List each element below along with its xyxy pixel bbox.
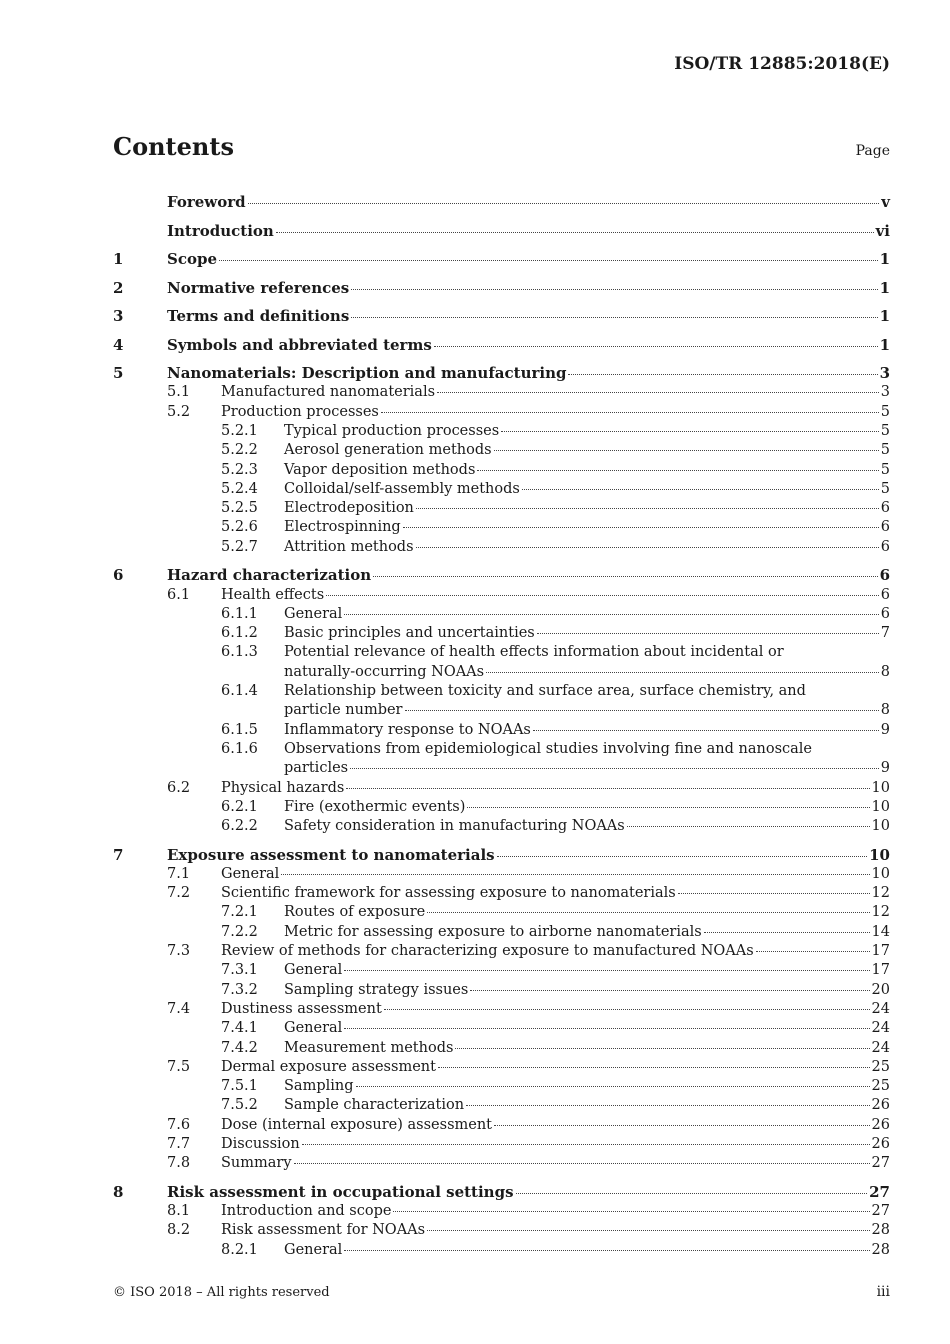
toc-entry[interactable] — [113, 499, 890, 518]
toc-entry[interactable] — [113, 961, 890, 980]
toc-entry-number: 7 — [113, 845, 124, 864]
dot-leader — [455, 1048, 869, 1049]
toc-entry-title: Fire (exothermic events) — [284, 798, 466, 815]
toc-entry-page: 10 — [871, 798, 890, 815]
toc-entry-title: Symbols and abbreviated terms — [167, 335, 432, 354]
toc-entry-number: 7.7 — [167, 1136, 191, 1153]
toc-entry-page: 1 — [879, 335, 890, 354]
toc-entry-number: 6.2 — [167, 779, 191, 796]
toc-entry[interactable] — [113, 981, 890, 1000]
toc-entry[interactable] — [113, 307, 890, 326]
dot-leader — [351, 289, 877, 290]
toc-entry-page: 28 — [871, 1222, 890, 1239]
toc-entry-page: 3 — [879, 364, 890, 383]
dot-leader — [281, 874, 869, 875]
dot-leader — [350, 768, 879, 769]
toc-entry[interactable] — [113, 817, 890, 836]
toc-entry-page: 14 — [871, 923, 890, 940]
toc-entry-title: Risk assessment for NOAAs — [221, 1222, 426, 1239]
toc-entry[interactable] — [113, 942, 890, 961]
toc-entry-page: 6 — [880, 586, 890, 603]
toc-entry-page: 6 — [880, 519, 890, 536]
toc-entry-number: 8.2.1 — [221, 1241, 258, 1258]
toc-entry-number: 5 — [113, 364, 124, 383]
toc-entry-title: Physical hazards — [221, 779, 345, 796]
dot-leader — [627, 826, 870, 827]
toc-entry-page: 7 — [880, 625, 890, 642]
toc-entry-title-block — [167, 364, 890, 383]
toc-entry-number: 7.8 — [167, 1155, 191, 1172]
toc-entry[interactable] — [113, 923, 890, 942]
footer-copyright: © ISO 2018 – All rights reserved — [113, 1285, 330, 1300]
dot-leader — [294, 1163, 870, 1164]
toc-entry-title-block — [221, 1202, 890, 1221]
toc-entry-number: 3 — [113, 307, 124, 326]
dot-leader — [405, 710, 879, 711]
toc-entry-title-block — [221, 942, 890, 961]
toc-entry-number: 7.1 — [167, 865, 191, 882]
toc-entry-title: Nanomaterials: Description and manufacturing — [167, 364, 567, 383]
toc-entry-page: 17 — [871, 943, 890, 960]
toc-entry-number: 7.2 — [167, 885, 191, 902]
toc-entry-number: 5.2.7 — [221, 538, 258, 555]
toc-entry-title: Vapor deposition methods — [284, 461, 476, 478]
toc-entry-title-block — [167, 336, 890, 355]
dot-leader — [434, 346, 878, 347]
toc-entry-title-block — [284, 1241, 890, 1260]
toc-entry-title-block — [284, 740, 890, 779]
toc-entry-page: 20 — [871, 981, 890, 998]
toc-entry-title: Discussion — [221, 1136, 300, 1153]
toc-entry-title: Introduction — [167, 221, 274, 240]
toc-entry[interactable] — [113, 480, 890, 499]
toc-entry-page: 1 — [879, 307, 890, 326]
toc-entry-title-block — [221, 383, 890, 402]
toc-entry-page: 5 — [880, 480, 890, 497]
toc-entry-title: Review of methods for characterizing exposure to manufactured NOAAs — [221, 943, 754, 960]
document-id: ISO/TR 12885:2018(E) — [674, 54, 890, 74]
toc-entry-number: 5.2.6 — [221, 519, 258, 536]
dot-leader — [403, 527, 879, 528]
toc-entry-number: 1 — [113, 250, 124, 269]
toc-entry-page: 28 — [871, 1241, 890, 1258]
toc-entry-title: naturally-occurring NOAAs — [284, 663, 485, 680]
toc-entry-page: 25 — [871, 1078, 890, 1095]
toc-entry-number: 5.2 — [167, 403, 191, 420]
toc-entry-title-block — [284, 817, 890, 836]
toc-entry-page: 27 — [871, 1155, 890, 1172]
toc-entry[interactable] — [113, 1019, 890, 1038]
toc-entry-page: 8 — [880, 663, 890, 680]
toc-entry-title-block — [284, 923, 890, 942]
toc-entry-number: 6.2.1 — [221, 798, 258, 815]
toc-entry-page: 8 — [880, 702, 890, 719]
toc-entry-title: Metric for assessing exposure to airborne nanomaterials — [284, 923, 702, 940]
dot-leader — [494, 450, 879, 451]
dot-leader — [466, 1105, 870, 1106]
toc-entry[interactable] — [113, 1096, 890, 1115]
dot-leader — [416, 508, 879, 509]
dot-leader — [486, 672, 879, 673]
toc-entry-title-block — [221, 1135, 890, 1154]
dot-leader — [326, 595, 879, 596]
toc-entry-page: 26 — [871, 1116, 890, 1133]
toc-entry-title-block — [284, 961, 890, 980]
dot-leader — [276, 232, 874, 233]
toc-entry[interactable] — [113, 1058, 890, 1077]
toc-entry-page: 10 — [869, 845, 890, 864]
toc-entry-title-block — [284, 1096, 890, 1115]
dot-leader — [344, 970, 869, 971]
toc-entry[interactable] — [113, 538, 890, 557]
toc-entry-number: 7.4.1 — [221, 1020, 258, 1037]
toc-entry-title-block — [221, 586, 890, 605]
toc-entry-page: 5 — [880, 442, 890, 459]
toc-entry-title: Measurement methods — [284, 1039, 454, 1056]
toc-entry-number: 6 — [113, 566, 124, 585]
toc-entry[interactable] — [113, 865, 890, 884]
toc-entry-page: vi — [875, 221, 890, 240]
dot-leader — [356, 1086, 870, 1087]
toc-entry-page: 24 — [871, 1000, 890, 1017]
toc-entry-page: v — [881, 193, 890, 212]
toc-entry-title-block — [284, 903, 890, 922]
toc-entry-number: 6.2.2 — [221, 818, 258, 835]
toc-entry-number: 7.6 — [167, 1116, 191, 1133]
toc-entry-page: 3 — [880, 384, 890, 401]
toc-entry[interactable] — [113, 193, 890, 212]
toc-entry-title: Aerosol generation methods — [284, 442, 492, 459]
dot-leader — [219, 260, 878, 261]
toc-entry-title: General — [221, 865, 280, 882]
toc-entry-title-block — [221, 1116, 890, 1135]
toc-entry-page: 10 — [871, 779, 890, 796]
toc-entry-title: Introduction and scope — [221, 1203, 392, 1220]
toc-entry-number: 4 — [113, 335, 124, 354]
toc-entry-title-block — [284, 605, 890, 624]
dot-leader — [467, 807, 869, 808]
toc-entry-title: Health effects — [221, 586, 325, 603]
toc-entry-number: 7.3 — [167, 943, 191, 960]
dot-leader — [344, 1028, 869, 1029]
toc-entry-page: 6 — [880, 605, 890, 622]
toc-entry-page: 26 — [871, 1097, 890, 1114]
toc-entry[interactable] — [113, 682, 890, 721]
toc-entry-title-block — [167, 566, 890, 585]
dot-leader — [533, 730, 879, 731]
toc-entry-title-block — [221, 1000, 890, 1019]
toc-entry-number: 8.1 — [167, 1203, 191, 1220]
dot-leader — [537, 633, 879, 634]
toc-entry[interactable] — [113, 403, 890, 422]
toc-entry-page: 6 — [880, 538, 890, 555]
toc-entry-number: 7.4 — [167, 1000, 191, 1017]
toc-entry-number: 5.2.1 — [221, 422, 258, 439]
contents-title: Contents — [113, 132, 234, 161]
toc-entry[interactable] — [113, 721, 890, 740]
toc-entry-page: 12 — [871, 885, 890, 902]
toc-entry-title-block — [167, 846, 890, 865]
toc-entry-title-block — [284, 422, 890, 441]
toc-entry-title-block — [284, 461, 890, 480]
toc-entry-title-block — [284, 1019, 890, 1038]
toc-entry-page: 10 — [871, 818, 890, 835]
toc-entry-page: 5 — [880, 422, 890, 439]
toc-entry-page: 12 — [871, 904, 890, 921]
toc-entry[interactable] — [113, 518, 890, 537]
dot-leader — [756, 951, 870, 952]
toc-entry[interactable] — [113, 643, 890, 682]
toc-entry-number: 7.5.1 — [221, 1078, 258, 1095]
toc-entry-title-block — [221, 1221, 890, 1240]
toc-entry[interactable] — [113, 364, 890, 383]
toc-entry-number: 2 — [113, 278, 124, 297]
dot-leader — [248, 203, 880, 204]
toc-entry-title-block — [284, 441, 890, 460]
toc-entry-title: General — [284, 1020, 343, 1037]
toc-entry[interactable] — [113, 1077, 890, 1096]
toc-entry-title-block — [284, 499, 890, 518]
toc-entry[interactable] — [113, 903, 890, 922]
toc-entry-title: particle number — [284, 702, 403, 719]
toc-entry-title: Risk assessment in occupational settings — [167, 1182, 514, 1201]
toc-entry-title: particles — [284, 760, 349, 777]
toc-entry-number: 6.1.1 — [221, 605, 258, 622]
toc-entry-title: General — [284, 1241, 343, 1258]
dot-leader — [501, 431, 879, 432]
toc-entry-title: General — [284, 962, 343, 979]
dot-leader — [704, 932, 870, 933]
dot-leader — [381, 412, 879, 413]
toc-entry-title-block — [284, 624, 890, 643]
toc-entry-title-block — [284, 1077, 890, 1096]
toc-entry-title: Electrospinning — [284, 519, 401, 536]
toc-entry-title: Exposure assessment to nanomaterials — [167, 845, 495, 864]
toc-entry-title: General — [284, 605, 343, 622]
toc-entry[interactable] — [113, 383, 890, 402]
toc-entry[interactable] — [113, 1202, 890, 1221]
toc-entry-page: 1 — [879, 250, 890, 269]
toc-entry-title: Colloidal/self-assembly methods — [284, 480, 520, 497]
toc-entry-number: 6.1.3 — [221, 644, 258, 661]
toc-entry[interactable] — [113, 1241, 890, 1260]
toc-entry-title: Sampling — [284, 1078, 354, 1095]
toc-entry[interactable] — [113, 884, 890, 903]
toc-entry-title: Hazard characterization — [167, 566, 372, 585]
toc-entry-page: 5 — [880, 461, 890, 478]
toc-entry-title: Scientific framework for assessing exposure to nanomaterials — [221, 885, 676, 902]
toc-entry-number: 5.2.3 — [221, 461, 258, 478]
toc-entry-title-line2 — [284, 759, 890, 778]
toc-entry-title-block — [284, 518, 890, 537]
toc-entry[interactable] — [113, 222, 890, 241]
dot-leader — [373, 576, 877, 577]
footer-page-number: iii — [876, 1284, 890, 1300]
toc-entry-number: 5.2.2 — [221, 442, 258, 459]
toc-entry-title-block — [167, 307, 890, 326]
toc-entry[interactable] — [113, 624, 890, 643]
dot-leader — [477, 470, 878, 471]
toc-entry[interactable] — [113, 422, 890, 441]
toc-entry-title-line1: Potential relevance of health effects information about incidental or — [284, 644, 784, 661]
toc-entry-title-block — [221, 1058, 890, 1077]
toc-entry-title: Summary — [221, 1155, 292, 1172]
toc-entry-title-block — [284, 682, 890, 721]
toc-entry-title: Dose (internal exposure) assessment — [221, 1116, 493, 1133]
toc-entry-number: 6.1 — [167, 586, 191, 603]
toc-entry-title: Sample characterization — [284, 1097, 465, 1114]
toc-entry-page: 26 — [871, 1136, 890, 1153]
toc-entry[interactable] — [113, 279, 890, 298]
toc-entry-page: 27 — [869, 1182, 890, 1201]
dot-leader — [437, 392, 879, 393]
toc-entry-page: 17 — [871, 962, 890, 979]
toc-entry-page: 24 — [871, 1039, 890, 1056]
toc-entry-title-line1: Relationship between toxicity and surface area, surface chemistry, and — [284, 683, 806, 700]
toc-entry[interactable] — [113, 1135, 890, 1154]
toc-entry[interactable] — [113, 779, 890, 798]
toc-entry-title: Sampling strategy issues — [284, 981, 469, 998]
toc-entry[interactable] — [113, 740, 890, 779]
dot-leader — [568, 374, 877, 375]
toc-entry-title-block — [167, 279, 890, 298]
toc-entry[interactable] — [113, 846, 890, 865]
toc-entry-page: 1 — [879, 278, 890, 297]
toc-entry-title-block — [167, 250, 890, 269]
toc-entry[interactable] — [113, 566, 890, 585]
toc-entry-title: Foreword — [167, 193, 246, 212]
toc-entry-title-line2 — [284, 701, 890, 720]
toc-entry-number: 7.2.1 — [221, 904, 258, 921]
dot-leader — [427, 912, 869, 913]
dot-leader — [351, 317, 877, 318]
toc-entry-number: 6.1.5 — [221, 721, 258, 738]
dot-leader — [416, 547, 879, 548]
toc-entry-title: Manufactured nanomaterials — [221, 384, 436, 401]
dot-leader — [344, 1250, 869, 1251]
toc-entry-number: 7.5.2 — [221, 1097, 258, 1114]
toc-entry-number: 5.1 — [167, 384, 191, 401]
toc-entry-title-block — [284, 538, 890, 557]
toc-entry-number: 7.3.2 — [221, 981, 258, 998]
toc-entry[interactable] — [113, 798, 890, 817]
toc-entry[interactable] — [113, 461, 890, 480]
toc-entry-title-block — [221, 865, 890, 884]
toc-entry[interactable] — [113, 1000, 890, 1019]
toc-entry-title: Attrition methods — [284, 538, 414, 555]
dot-leader — [302, 1144, 870, 1145]
toc-entry-title-block — [284, 643, 890, 682]
dot-leader — [438, 1067, 870, 1068]
toc-entry-title-block — [167, 222, 890, 241]
toc-entry-title-block — [221, 1154, 890, 1173]
toc-entry-page: 25 — [871, 1058, 890, 1075]
toc-entry[interactable] — [113, 1039, 890, 1058]
toc-entry-title: Production processes — [221, 403, 379, 420]
toc-entry-title-block — [167, 1183, 890, 1202]
toc-entry-title: Normative references — [167, 278, 350, 297]
toc-entry[interactable] — [113, 1221, 890, 1240]
toc-entry-number: 6.1.2 — [221, 625, 258, 642]
toc-entry-page: 9 — [880, 760, 890, 777]
toc-entry-page: 27 — [871, 1203, 890, 1220]
toc-entry[interactable] — [113, 1116, 890, 1135]
toc-entry-title-block — [221, 403, 890, 422]
toc-entry-title-block — [167, 193, 890, 212]
toc-entry[interactable] — [113, 336, 890, 355]
toc-entry-number: 7.2.2 — [221, 923, 258, 940]
toc-entry-number: 5.2.4 — [221, 480, 258, 497]
toc-entry-title: Electrodeposition — [284, 500, 414, 517]
toc-entry-title-block — [284, 981, 890, 1000]
dot-leader — [346, 788, 869, 789]
toc-entry-page: 24 — [871, 1020, 890, 1037]
dot-leader — [393, 1211, 869, 1212]
dot-leader — [344, 614, 878, 615]
toc-entry[interactable] — [113, 250, 890, 269]
dot-leader — [384, 1009, 870, 1010]
toc-entry-title-block — [284, 721, 890, 740]
toc-entry-title: Dustiness assessment — [221, 1000, 382, 1017]
toc-entry-number: 7.5 — [167, 1058, 191, 1075]
table-of-contents — [113, 184, 890, 1260]
toc-entry-page: 6 — [880, 500, 890, 517]
toc-entry-title-block — [284, 1039, 890, 1058]
toc-entry-number: 6.1.6 — [221, 740, 258, 757]
dot-leader — [497, 856, 868, 857]
toc-entry[interactable] — [113, 605, 890, 624]
dot-leader — [494, 1125, 870, 1126]
toc-entry-title-line1: Observations from epidemiological studies involving fine and nanoscale — [284, 740, 813, 757]
toc-entry-number: 7.4.2 — [221, 1039, 258, 1056]
toc-entry-title: Terms and definitions — [167, 307, 350, 326]
toc-entry-title: Dermal exposure assessment — [221, 1058, 436, 1075]
toc-entry[interactable] — [113, 441, 890, 460]
dot-leader — [678, 893, 870, 894]
toc-entry[interactable] — [113, 586, 890, 605]
toc-entry-title-block — [284, 480, 890, 499]
toc-entry-title: Basic principles and uncertainties — [284, 625, 535, 642]
page-column-label: Page — [855, 143, 890, 159]
dot-leader — [516, 1193, 868, 1194]
toc-entry-title-block — [221, 779, 890, 798]
toc-entry-number: 6.1.4 — [221, 683, 258, 700]
dot-leader — [522, 489, 879, 490]
dot-leader — [427, 1230, 869, 1231]
toc-entry-title: Typical production processes — [284, 422, 500, 439]
toc-entry-title: Safety consideration in manufacturing NOAAs — [284, 818, 625, 835]
toc-entry-title: Inflammatory response to NOAAs — [284, 721, 531, 738]
toc-entry-number: 5.2.5 — [221, 500, 258, 517]
toc-entry-title-line2 — [284, 663, 890, 682]
toc-entry-title-block — [221, 884, 890, 903]
toc-entry[interactable] — [113, 1183, 890, 1202]
toc-entry-title: Routes of exposure — [284, 904, 426, 921]
toc-entry-page: 9 — [880, 721, 890, 738]
toc-entry-title: Scope — [167, 250, 218, 269]
toc-entry-page: 5 — [880, 403, 890, 420]
toc-entry-title-block — [284, 798, 890, 817]
toc-entry-page: 6 — [879, 566, 890, 585]
toc-entry[interactable] — [113, 1154, 890, 1173]
toc-entry-number: 7.3.1 — [221, 962, 258, 979]
dot-leader — [470, 990, 869, 991]
toc-entry-page: 10 — [871, 865, 890, 882]
toc-entry-number: 8 — [113, 1182, 124, 1201]
toc-entry-number: 8.2 — [167, 1222, 191, 1239]
